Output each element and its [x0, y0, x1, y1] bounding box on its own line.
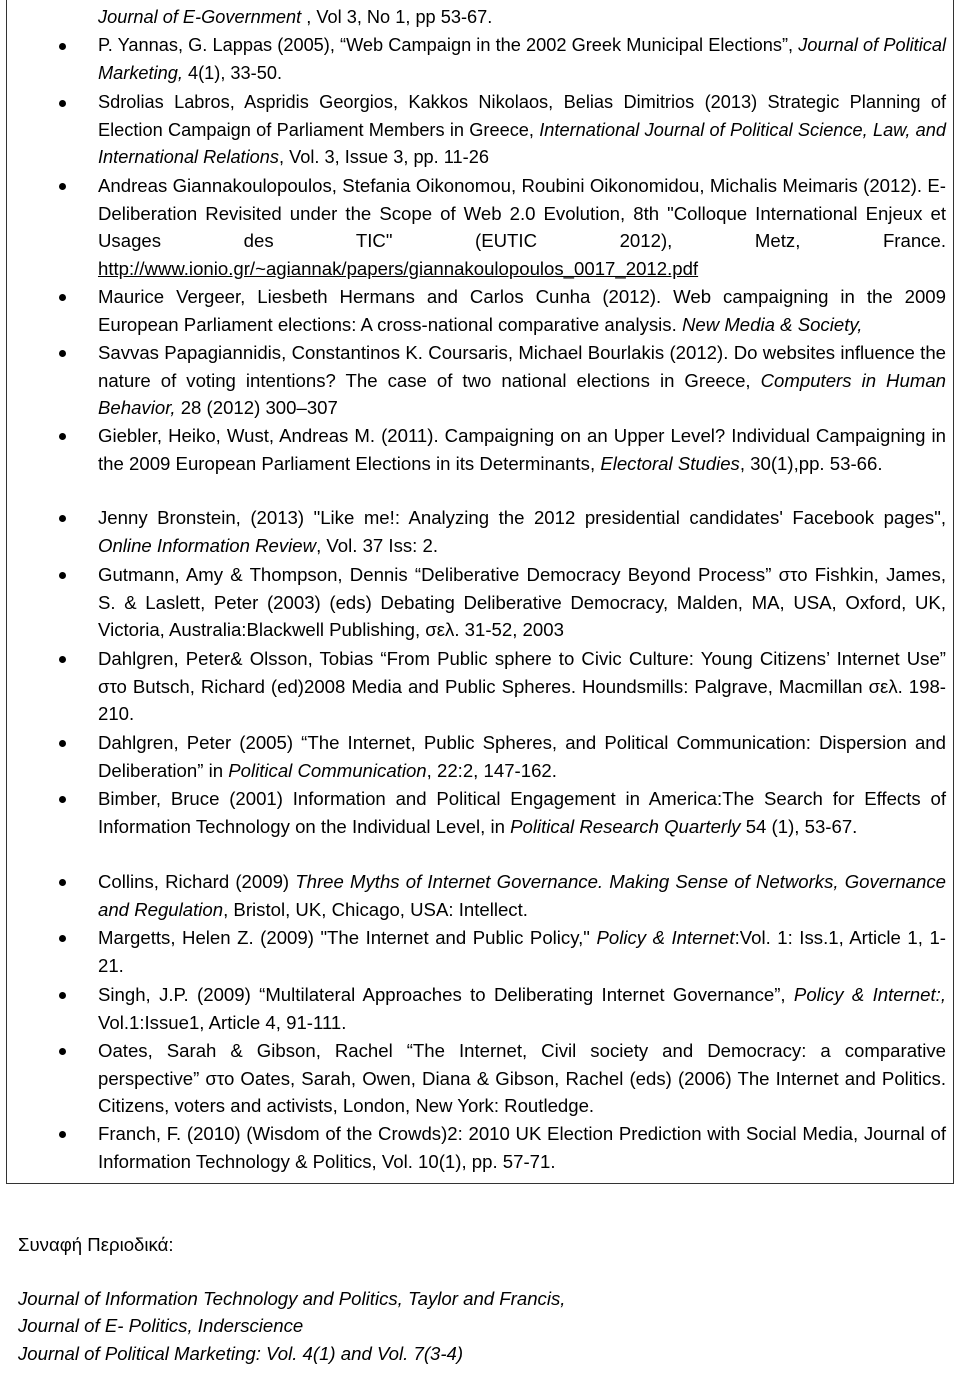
reference-text: , 22:2, 147-162. [426, 759, 557, 781]
reference-text: Gutmann, Amy & Thompson, Dennis “Deliberative Democracy Beyond Process” στο Fishkin, James, S. & Laslett, Peter (2003) (eds) Debating Deliberative Democracy, Malden, MA, USA, Oxford, UK, Victoria, Australia:Blackwell Publishing, σελ. 31-52, 2003 [98, 564, 946, 641]
reference-text: 4(1), 33-50. [182, 62, 282, 83]
bullet-icon [59, 183, 66, 190]
reference-text: Political Communication [228, 759, 427, 781]
reference-link[interactable]: http://www.ionio.gr/~agiannak/papers/giannakoulopoulos_0017_2012.pdf [98, 257, 699, 279]
reference-text: P. Yannas, G. Lappas (2005), “Web Campaign in the 2002 Greek Municipal Elections”, [98, 35, 799, 55]
reference-text: Franch, F. (2010) (Wisdom of the Crowds)2: 2010 UK Election Prediction with Social Media, Journal of Information Technology & Politics, Vol. 10(1), pp. 57-71. [98, 1123, 946, 1172]
reference-item [98, 1120, 946, 1175]
bullet-icon [59, 433, 66, 440]
related-journal-item: Journal of Information Technology and Politics, Taylor and Francis, [18, 1288, 566, 1309]
bullet-icon [59, 740, 66, 747]
reference-text: International Journal of Political Science, Law, and International Relations [98, 119, 946, 168]
reference-text: Dahlgren, Peter& Olsson, Tobias “From Public sphere to Civic Culture: Young Citizens’ Internet Use” στο Butsch, Richard (ed)2008 Media and Public Spheres. Houndsmills: Palgrave, Macmillan σελ. 198-210. [98, 648, 946, 725]
reference-item [98, 981, 946, 1036]
reference-item [98, 785, 946, 840]
reference-text: Maurice Vergeer, Liesbeth Hermans and Carlos Cunha (2012). Web campaigning in the 2009 European Parliament elections: A cross-national comparative analysis. [98, 286, 946, 335]
bullet-icon [59, 935, 66, 942]
reference-item [98, 172, 946, 282]
bullet-icon [59, 1048, 66, 1055]
reference-text: Policy & Internet:, [793, 984, 946, 1005]
bullet-icon [59, 43, 66, 50]
bullet-icon [59, 100, 66, 107]
related-journals-heading: Συναφή Περιοδικά: [18, 1234, 174, 1255]
reference-text: Electoral Studies [600, 452, 740, 474]
reference-text: Singh, J.P. (2009) “Multilateral Approaches to Deliberating Internet Governance”, [98, 984, 794, 1005]
reference-text: Andreas Giannakoulopoulos, Stefania Oikonomou, Roubini Oikonomidou, Michalis Meimaris (2012). E-Deliberation Revisited under the Scope of Web 2.0 Evolution, 8th "Colloque International Enjeux et Usages des TIC" (EUTIC 2012), Metz, France. [98, 175, 946, 252]
reference-item [98, 1037, 946, 1120]
reference-item [98, 868, 946, 923]
bullet-icon [59, 294, 66, 301]
reference-text: Jenny Bronstein, (2013) "Like me!: Analyzing the 2012 presidential candidates' Facebook pages", [98, 507, 946, 528]
reference-item [98, 32, 946, 87]
reference-text: , Bristol, UK, Chicago, USA: Intellect. [223, 898, 528, 920]
bullet-icon [59, 796, 66, 803]
reference-text: Giebler, Heiko, Wust, Andreas M. (2011). Campaigning on an Upper Level? Individual Campaigning in the 2009 European Parliament Elections in its Determinants, [98, 425, 946, 474]
bullet-icon [59, 1131, 66, 1138]
reference-text: New Media & Society, [681, 313, 863, 335]
reference-text: :Vol. 1: Iss.1, Article 1, 1-21. [98, 927, 946, 976]
reference-item [98, 339, 946, 422]
reference-text: Online Information Review [98, 534, 317, 556]
reference-text: Bimber, Bruce (2001) Information and Political Engagement in America:The Search for Effects of Information Technology on the Individual Level, in [98, 788, 946, 837]
reference-item [98, 283, 946, 338]
reference-text: , Vol 3, No 1, pp 53-67. [301, 7, 493, 27]
bullet-icon [59, 879, 66, 886]
bullet-icon [59, 572, 66, 579]
bullet-icon [59, 515, 66, 522]
reference-text: Journal of Political Marketing, [98, 35, 946, 83]
reference-item [98, 4, 946, 32]
reference-text: Computers in Human Behavior, [98, 369, 946, 419]
reference-text: Policy & Internet [596, 927, 735, 948]
reference-text: Collins, Richard (2009) [98, 871, 296, 892]
reference-text: Political Research Quarterly [510, 815, 741, 837]
reference-text: , Vol. 37 Iss: 2. [316, 534, 439, 556]
reference-text: 54 (1), 53-67. [740, 815, 858, 837]
reference-text: Oates, Sarah & Gibson, Rachel “The Internet, Civil society and Democracy: a comparative perspective” στο Oates, Sarah, Owen, Diana & Gibson, Rachel (eds) (2006) The Internet and Politics. Citizens, voters and activists, London, New York: Routledge. [98, 1040, 946, 1117]
related-journal-item: Journal of Political Marketing: Vol. 4(1) and Vol. 7(3-4) [18, 1343, 464, 1364]
reference-text: Vol.1:Issue1, Article 4, 91-111. [98, 1011, 347, 1033]
reference-text: Three Myths of Internet Governance. Making Sense of Networks, Governance and Regulation [98, 871, 947, 920]
reference-text: Journal of E-Government [98, 7, 302, 27]
bullet-icon [59, 350, 66, 357]
bullet-icon [59, 992, 66, 999]
reference-text: , 30(1),pp. 53-66. [739, 452, 883, 474]
reference-text: 28 (2012) 300–307 [175, 397, 338, 419]
reference-text: Dahlgren, Peter (2005) “The Internet, Public Spheres, and Political Communication: Dispersion and Deliberation” in [98, 732, 946, 781]
reference-text: Margetts, Helen Z. (2009) "The Internet and Public Policy," [98, 927, 597, 948]
reference-item [98, 645, 946, 728]
reference-item [98, 729, 946, 784]
reference-text: Savvas Papagiannidis, Constantinos K. Coursaris, Michael Bourlakis (2012). Do websites influence the nature of voting intentions? The case of two national elections in Greece, [98, 342, 946, 391]
bullet-icon [59, 656, 66, 663]
reference-item [98, 561, 946, 644]
related-journal-item: Journal of E- Politics, Inderscience [18, 1315, 304, 1336]
reference-item [98, 89, 946, 172]
reference-text: Sdrolias Labros, Aspridis Georgios, Kakkos Nikolaos, Belias Dimitrios (2013) Strategic Planning of Election Campaign of Parliament Members in Greece, [98, 92, 946, 140]
reference-item [98, 422, 946, 477]
reference-item [98, 924, 946, 979]
reference-item [98, 504, 946, 559]
reference-text: , Vol. 3, Issue 3, pp. 11-26 [278, 147, 489, 168]
